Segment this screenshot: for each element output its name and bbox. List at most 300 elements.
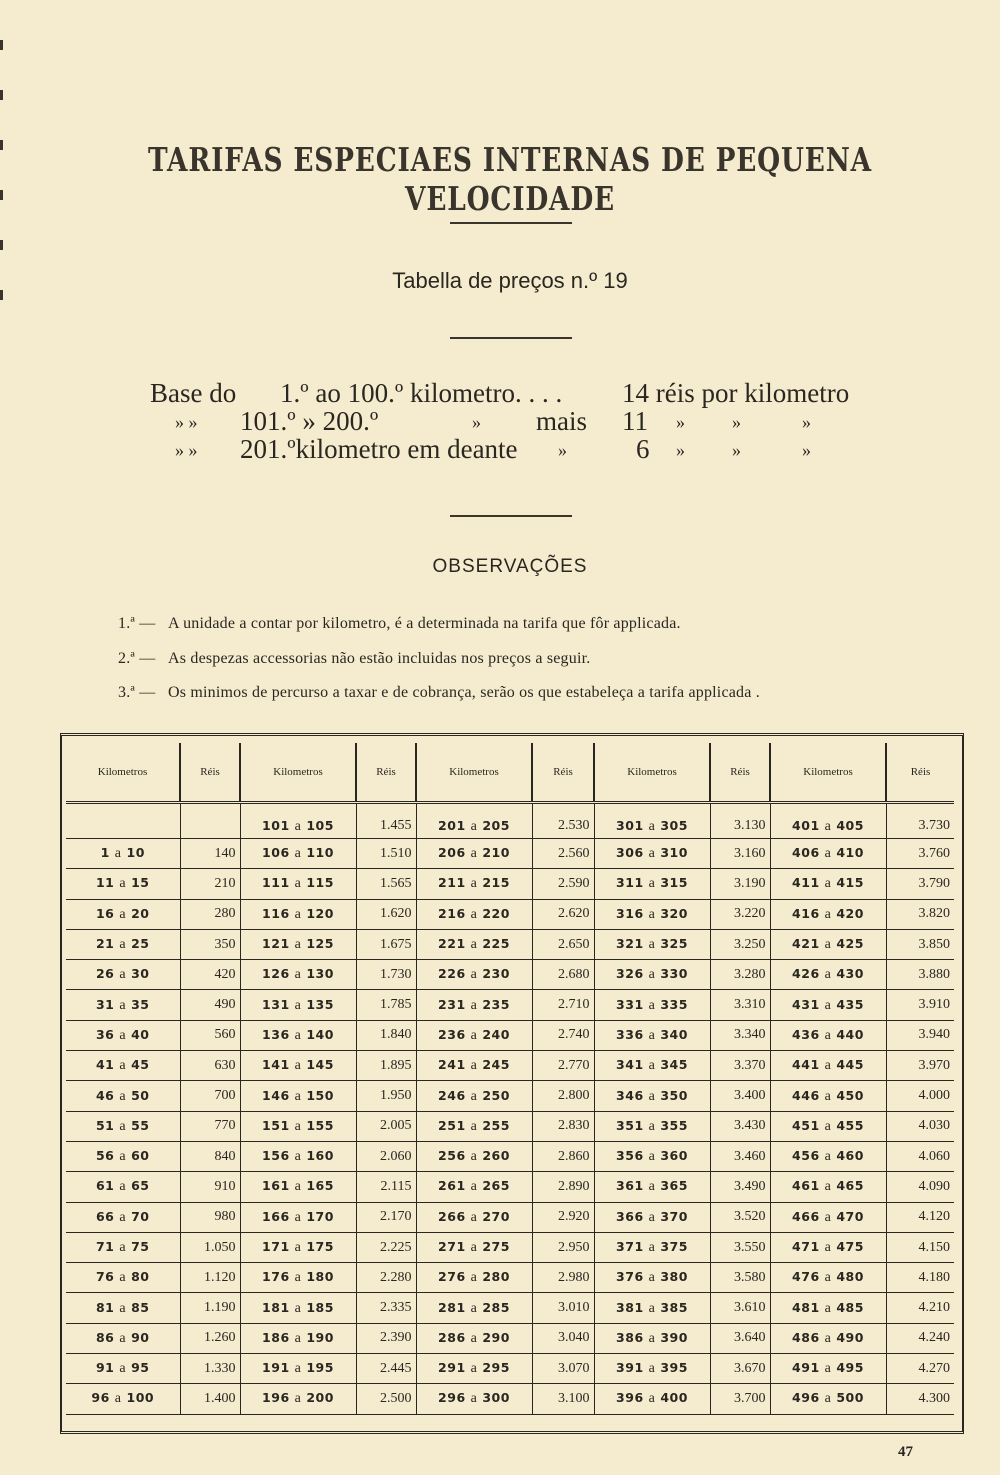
km-range-cell [66, 1232, 180, 1262]
ditto-mark: » » [175, 412, 198, 432]
km-to: 395 [660, 1360, 688, 1376]
km-to: 240 [482, 1026, 510, 1042]
price-cell: 2.740 [532, 1020, 594, 1050]
km-to: 120 [306, 905, 334, 921]
price-cell: 2.005 [356, 1111, 416, 1141]
km-from: 311 [616, 875, 644, 891]
price-cell: 3.280 [710, 960, 770, 990]
km-connector: a [294, 1300, 302, 1316]
km-from: 416 [792, 905, 820, 921]
table-row [66, 1354, 954, 1384]
km-from: 176 [262, 1269, 290, 1285]
km-range-cell [66, 1081, 180, 1111]
km-connector: a [470, 846, 478, 862]
tariff-table [66, 743, 954, 1415]
km-to: 45 [131, 1057, 150, 1073]
km-to: 110 [306, 845, 334, 861]
km-connector: a [824, 818, 832, 834]
km-range-cell [240, 1354, 356, 1384]
km-from: 351 [616, 1117, 644, 1133]
km-from: 161 [262, 1178, 290, 1194]
km-connector: a [824, 1240, 832, 1255]
km-range-cell [416, 869, 532, 899]
price-cell: 1.565 [356, 869, 416, 899]
km-range-cell [770, 990, 886, 1020]
km-from: 141 [262, 1057, 290, 1073]
km-from: 336 [616, 1026, 644, 1042]
header-kilometros: Kilometros [416, 743, 532, 803]
km-from: 216 [438, 905, 466, 921]
km-from: 356 [616, 1148, 644, 1164]
km-connector: a [648, 1088, 656, 1104]
table-row [66, 1051, 954, 1081]
km-from: 81 [95, 1299, 115, 1315]
km-to: 325 [660, 936, 688, 952]
base-line-1-range: 1.º ao 100.º kilometro. . . . [280, 378, 563, 408]
price-cell: 140 [180, 839, 240, 869]
price-cell: 2.225 [356, 1232, 416, 1262]
km-connector: a [470, 818, 478, 834]
page-title: TARIFAS ESPECIAES INTERNAS DE PEQUENA VELOCIDADE [148, 140, 872, 218]
km-from: 156 [262, 1148, 290, 1164]
km-connector: a [119, 937, 127, 953]
km-connector: a [119, 1270, 127, 1286]
km-connector: a [824, 1300, 832, 1316]
km-connector: a [648, 967, 656, 983]
header-kilometros: Kilometros [66, 743, 180, 803]
km-range-cell [416, 803, 532, 839]
price-cell [180, 803, 240, 839]
km-range-cell [770, 1323, 886, 1353]
km-to: 435 [836, 996, 864, 1012]
km-range-cell [594, 1111, 710, 1141]
km-range-cell [770, 1384, 886, 1414]
km-to: 270 [482, 1208, 510, 1224]
base-line-1-label: Base do [150, 378, 237, 408]
km-range-cell [416, 1384, 532, 1414]
price-cell: 1.840 [356, 1020, 416, 1050]
km-from: 441 [792, 1057, 820, 1073]
km-range-cell [416, 899, 532, 929]
km-range-cell [770, 960, 886, 990]
table-row [66, 839, 954, 869]
ditto-mark: » » [175, 440, 198, 460]
km-from: 41 [95, 1057, 115, 1073]
km-range-cell [594, 990, 710, 1020]
price-cell: 3.910 [886, 990, 954, 1020]
km-range-cell [66, 1263, 180, 1293]
table-row [66, 1293, 954, 1323]
km-to: 415 [836, 875, 864, 891]
km-range-cell [66, 869, 180, 899]
price-cell: 3.310 [710, 990, 770, 1020]
km-connector: a [119, 1118, 127, 1134]
km-connector: a [470, 1361, 478, 1377]
km-to: 80 [131, 1269, 150, 1285]
km-to: 60 [131, 1148, 150, 1164]
ditto-mark: » [732, 412, 741, 432]
price-cell: 2.445 [356, 1354, 416, 1384]
km-to: 440 [836, 1026, 864, 1042]
price-cell: 1.330 [180, 1354, 240, 1384]
price-cell: 3.970 [886, 1051, 954, 1081]
km-connector: a [294, 937, 302, 953]
price-cell: 980 [180, 1202, 240, 1232]
km-connector: a [119, 906, 127, 922]
km-connector: a [470, 1149, 478, 1165]
km-from: 146 [262, 1087, 290, 1103]
observations-heading: OBSERVAÇÕES [432, 556, 588, 577]
price-cell: 2.860 [532, 1141, 594, 1171]
km-range-cell [66, 990, 180, 1020]
price-cell: 1.620 [356, 899, 416, 929]
km-range-cell [770, 1202, 886, 1232]
price-cell: 2.950 [532, 1232, 594, 1262]
price-cell: 420 [180, 960, 240, 990]
price-cell: 3.790 [886, 869, 954, 899]
km-from: 391 [616, 1360, 644, 1376]
km-from: 471 [792, 1239, 820, 1254]
km-range-cell [594, 1323, 710, 1353]
ditto-mark: » [732, 440, 741, 460]
price-cell: 2.390 [356, 1323, 416, 1353]
table-row [66, 1081, 954, 1111]
km-range-cell [66, 1323, 180, 1353]
km-connector: a [470, 967, 478, 983]
base-line-3-range: 201.ºkilometro em deante [240, 434, 518, 464]
km-from: 251 [438, 1117, 466, 1133]
km-to: 455 [836, 1117, 864, 1133]
km-from: 226 [438, 966, 466, 982]
km-to: 145 [306, 1057, 334, 1073]
km-connector: a [119, 1149, 127, 1165]
km-from: 461 [792, 1178, 820, 1194]
km-connector: a [119, 876, 127, 892]
km-connector: a [119, 1027, 127, 1043]
km-to: 425 [836, 936, 864, 952]
price-cell: 1.895 [356, 1051, 416, 1081]
km-from: 16 [95, 905, 115, 921]
km-connector: a [294, 906, 302, 922]
km-range-cell [66, 1141, 180, 1171]
table-row [66, 1202, 954, 1232]
km-from: 361 [616, 1178, 644, 1194]
km-to: 250 [482, 1087, 510, 1103]
km-to: 295 [482, 1360, 510, 1376]
km-range-cell [66, 1111, 180, 1141]
km-to: 445 [836, 1057, 864, 1073]
km-connector: a [119, 967, 127, 983]
km-range-cell [416, 1354, 532, 1384]
km-from: 306 [616, 845, 644, 861]
km-from: 326 [616, 966, 644, 982]
km-to: 190 [306, 1329, 334, 1345]
km-from: 66 [95, 1208, 115, 1224]
km-connector: a [294, 1088, 302, 1104]
km-connector: a [119, 1300, 127, 1316]
divider [450, 222, 572, 224]
km-from: 466 [792, 1208, 820, 1224]
km-connector: a [294, 1209, 302, 1225]
price-cell: 2.500 [356, 1384, 416, 1414]
price-cell: 490 [180, 990, 240, 1020]
price-cell: 3.100 [532, 1384, 594, 1414]
km-from: 291 [438, 1360, 466, 1376]
km-range-cell [240, 1232, 356, 1262]
ditto-mark: » [676, 412, 685, 432]
km-to: 160 [306, 1148, 334, 1164]
km-connector: a [648, 1209, 656, 1225]
km-range-cell [770, 1263, 886, 1293]
price-cell: 3.340 [710, 1020, 770, 1050]
km-range-cell [240, 1263, 356, 1293]
km-from: 201 [438, 817, 466, 833]
km-to: 215 [482, 875, 510, 891]
km-range-cell [770, 869, 886, 899]
table-row [66, 990, 954, 1020]
km-to: 35 [131, 996, 150, 1012]
table-row [66, 929, 954, 959]
km-connector: a [470, 1179, 478, 1195]
km-range-cell [416, 1263, 532, 1293]
km-to: 470 [836, 1208, 864, 1224]
km-from: 231 [438, 996, 466, 1012]
price-cell: 3.070 [532, 1354, 594, 1384]
km-range-cell [770, 929, 886, 959]
km-from: 91 [95, 1360, 115, 1376]
price-cell: 3.640 [710, 1323, 770, 1353]
km-to: 150 [306, 1087, 334, 1103]
km-from: 46 [95, 1087, 115, 1103]
price-cell: 2.710 [532, 990, 594, 1020]
ditto-mark: » [802, 440, 811, 460]
km-to: 465 [836, 1178, 864, 1194]
price-cell: 560 [180, 1020, 240, 1050]
km-connector: a [294, 1179, 302, 1195]
km-to: 225 [482, 936, 510, 952]
km-range-cell [594, 803, 710, 839]
table-body [66, 803, 954, 1415]
km-range-cell [770, 1141, 886, 1171]
observation-number: 3.ª — [118, 684, 156, 701]
km-to: 290 [482, 1329, 510, 1345]
km-connector: a [648, 1179, 656, 1195]
km-connector: a [119, 997, 127, 1013]
km-connector: a [648, 1391, 656, 1407]
km-range-cell [416, 1081, 532, 1111]
km-from: 266 [438, 1208, 466, 1224]
km-connector: a [119, 1209, 127, 1225]
price-cell: 3.490 [710, 1172, 770, 1202]
km-to: 85 [131, 1299, 150, 1315]
km-range-cell [770, 1081, 886, 1111]
km-from: 51 [95, 1117, 115, 1133]
price-cell: 4.150 [886, 1232, 954, 1262]
base-line-3-value: 6 [636, 434, 650, 464]
price-cell: 3.130 [710, 803, 770, 839]
km-to: 355 [660, 1117, 688, 1133]
km-range-cell [770, 1020, 886, 1050]
km-range-cell [416, 960, 532, 990]
km-to: 345 [660, 1057, 688, 1073]
km-from: 106 [262, 845, 290, 861]
km-to: 140 [306, 1026, 334, 1042]
km-from: 476 [792, 1269, 820, 1285]
price-cell: 2.770 [532, 1051, 594, 1081]
observation-text: A unidade a contar por kilometro, é a determinada na tarifa que fôr applicada. [168, 615, 681, 632]
km-range-cell [594, 929, 710, 959]
observation-item [118, 650, 938, 668]
km-connector: a [294, 1330, 302, 1346]
km-to: 135 [306, 996, 334, 1012]
header-reis: Réis [710, 743, 770, 803]
observation-text: As despezas accessorias não estão incluidas nos preços a seguir. [168, 650, 591, 667]
km-from: 31 [95, 996, 115, 1012]
price-cell: 3.370 [710, 1051, 770, 1081]
price-cell: 4.000 [886, 1081, 954, 1111]
km-to: 235 [482, 996, 510, 1012]
price-cell: 1.675 [356, 929, 416, 959]
km-range-cell [416, 1111, 532, 1141]
km-range-cell [240, 1202, 356, 1232]
km-connector: a [119, 1058, 127, 1074]
km-to: 75 [131, 1239, 150, 1254]
header-kilometros: Kilometros [240, 743, 356, 803]
price-cell: 3.940 [886, 1020, 954, 1050]
table-row [66, 960, 954, 990]
km-to: 460 [836, 1148, 864, 1164]
km-connector: a [824, 876, 832, 892]
price-cell: 3.730 [886, 803, 954, 839]
km-connector: a [824, 1270, 832, 1286]
price-cell: 4.210 [886, 1293, 954, 1323]
km-connector: a [648, 876, 656, 892]
table-row [66, 1141, 954, 1171]
km-range-cell [770, 1232, 886, 1262]
km-range-cell [416, 1232, 532, 1262]
header-reis: Réis [886, 743, 954, 803]
km-to: 275 [482, 1239, 510, 1254]
price-cell: 350 [180, 929, 240, 959]
km-from: 376 [616, 1269, 644, 1285]
table-header-row [66, 743, 954, 803]
km-to: 360 [660, 1148, 688, 1164]
km-to: 365 [660, 1178, 688, 1194]
km-to: 95 [131, 1360, 150, 1376]
price-cell: 2.800 [532, 1081, 594, 1111]
km-from: 426 [792, 966, 820, 982]
km-from: 241 [438, 1057, 466, 1073]
km-connector: a [294, 876, 302, 892]
km-range-cell [240, 1323, 356, 1353]
km-from: 381 [616, 1299, 644, 1315]
km-from: 446 [792, 1087, 820, 1103]
base-line-2-value: 11 [622, 406, 648, 436]
km-connector: a [648, 1270, 656, 1286]
km-connector: a [824, 1391, 832, 1407]
km-range-cell [240, 929, 356, 959]
km-to: 20 [131, 905, 150, 921]
km-from: 96 [91, 1390, 110, 1406]
km-to: 50 [131, 1087, 150, 1103]
price-cell: 2.115 [356, 1172, 416, 1202]
km-connector: a [294, 1270, 302, 1286]
km-range-cell [240, 1141, 356, 1171]
km-range-cell [770, 1172, 886, 1202]
km-range-cell [416, 1323, 532, 1353]
km-from: 486 [792, 1329, 820, 1345]
km-range-cell [770, 1354, 886, 1384]
km-connector: a [824, 967, 832, 983]
header-reis: Réis [180, 743, 240, 803]
km-from: 26 [95, 966, 115, 982]
price-cell: 3.190 [710, 869, 770, 899]
km-connector: a [648, 1330, 656, 1346]
km-to: 410 [836, 845, 864, 861]
km-connector: a [294, 1240, 302, 1255]
km-to: 405 [836, 817, 864, 833]
km-from: 101 [262, 817, 290, 833]
price-cell: 3.220 [710, 899, 770, 929]
table-row [66, 1232, 954, 1262]
price-cell: 1.400 [180, 1384, 240, 1414]
km-from: 281 [438, 1299, 466, 1315]
km-range-cell [594, 1263, 710, 1293]
km-to: 400 [660, 1390, 688, 1406]
km-range-cell [416, 1202, 532, 1232]
km-range-cell [66, 960, 180, 990]
table-row [66, 1323, 954, 1353]
price-cell: 3.550 [710, 1232, 770, 1262]
price-cell: 3.430 [710, 1111, 770, 1141]
price-cell: 1.510 [356, 839, 416, 869]
observation-number: 2.ª — [118, 650, 156, 667]
header-kilometros: Kilometros [770, 743, 886, 803]
price-cell: 2.920 [532, 1202, 594, 1232]
km-range-cell [240, 1020, 356, 1050]
km-from: 71 [95, 1239, 115, 1254]
km-range-cell [416, 1020, 532, 1050]
km-range-cell [770, 1051, 886, 1081]
km-to: 130 [306, 966, 334, 982]
km-connector: a [470, 1330, 478, 1346]
km-connector: a [114, 1391, 122, 1407]
km-range-cell [66, 1020, 180, 1050]
km-to: 490 [836, 1329, 864, 1345]
km-from: 36 [95, 1026, 115, 1042]
km-connector: a [470, 1027, 478, 1043]
km-connector: a [294, 846, 302, 862]
km-to: 15 [131, 875, 150, 891]
km-to: 170 [306, 1208, 334, 1224]
header-reis: Réis [356, 743, 416, 803]
km-connector: a [470, 1088, 478, 1104]
km-connector: a [294, 1149, 302, 1165]
km-range-cell [416, 1141, 532, 1171]
km-to: 220 [482, 905, 510, 921]
km-to: 475 [836, 1239, 864, 1254]
price-cell: 3.670 [710, 1354, 770, 1384]
km-range-cell [594, 1081, 710, 1111]
table-row [66, 1020, 954, 1050]
divider [450, 515, 572, 517]
km-from: 366 [616, 1208, 644, 1224]
km-range-cell [770, 803, 886, 839]
km-connector: a [119, 1240, 127, 1255]
km-to: 495 [836, 1360, 864, 1376]
km-connector: a [119, 1179, 127, 1195]
km-range-cell [240, 1384, 356, 1414]
